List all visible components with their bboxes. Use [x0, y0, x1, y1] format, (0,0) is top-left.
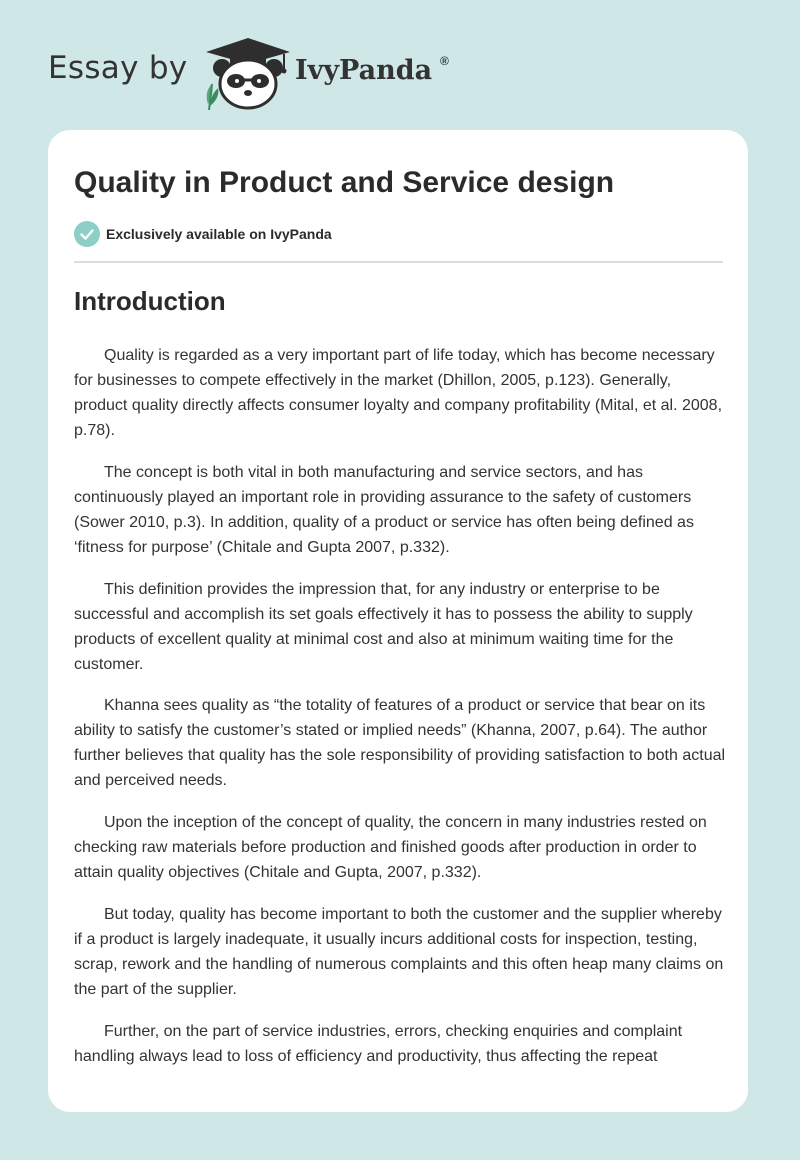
paragraph: This definition provides the impression that, for any industry or enterprise to be successful and accomplish its set goals effectively it has to possess the ability to supply products of excellent quality at minimal cost and also at minimum waiting time for the customer. [74, 580, 693, 673]
registered-mark: ® [440, 54, 449, 68]
paragraph: Khanna sees quality as “the totality of features of a product or service that bear on its ability to satisfy the customer’s stated or implied needs” (Khanna, 2007, p.64). The author further believes that quality has the sole responsibility of providing satisfaction to both actual and perceived needs. [74, 697, 726, 790]
article-body [74, 343, 726, 1086]
brand-prefix: Essay by [48, 50, 188, 86]
divider [74, 261, 723, 263]
essay-card [48, 130, 748, 1112]
paragraph: Quality is regarded as a very important part of life today, which has become necessary for businesses to compete effectively in the market (Dhillon, 2005, p.123). Generally, product quality directly affects consumer loyalty and company profitability (Mital, et al. 2008, p.78). [74, 347, 723, 439]
site-header [0, 0, 800, 120]
badge-text: Exclusively available on IvyPanda [106, 226, 332, 242]
section-heading: Introduction [74, 286, 226, 316]
panda-graduate-icon[interactable] [200, 34, 292, 110]
paragraph: But today, quality has become important to both the customer and the supplier whereby if a product is largely inadequate, it usually incurs additional costs for inspection, testing, scrap, rework and the handling of numerous complaints and this often heap many claims on the part of the supplier. [74, 905, 724, 998]
brand-name[interactable]: IvyPanda [295, 55, 433, 86]
check-circle-icon [74, 221, 100, 247]
exclusive-badge [74, 221, 332, 247]
page-title: Quality in Product and Service design [74, 166, 615, 199]
paragraph: Further, on the part of service industries, errors, checking enquiries and complaint handling always lead to loss of efficiency and productivity, thus affecting the repeat [74, 1022, 683, 1065]
paragraph: The concept is both vital in both manufacturing and service sectors, and has continuously played an important role in providing assurance to the safety of customers (Sower 2010, p.3). In addition, quality of a product or service has often being defined as ‘fitness for purpose’ (Chitale and Gupta 2007, p.332). [74, 463, 694, 556]
paragraph: Upon the inception of the concept of quality, the concern in many industries rested on checking raw materials before production and finished goods after production in order to attain quality objectives (Chitale and Gupta, 2007, p.332). [74, 814, 707, 882]
